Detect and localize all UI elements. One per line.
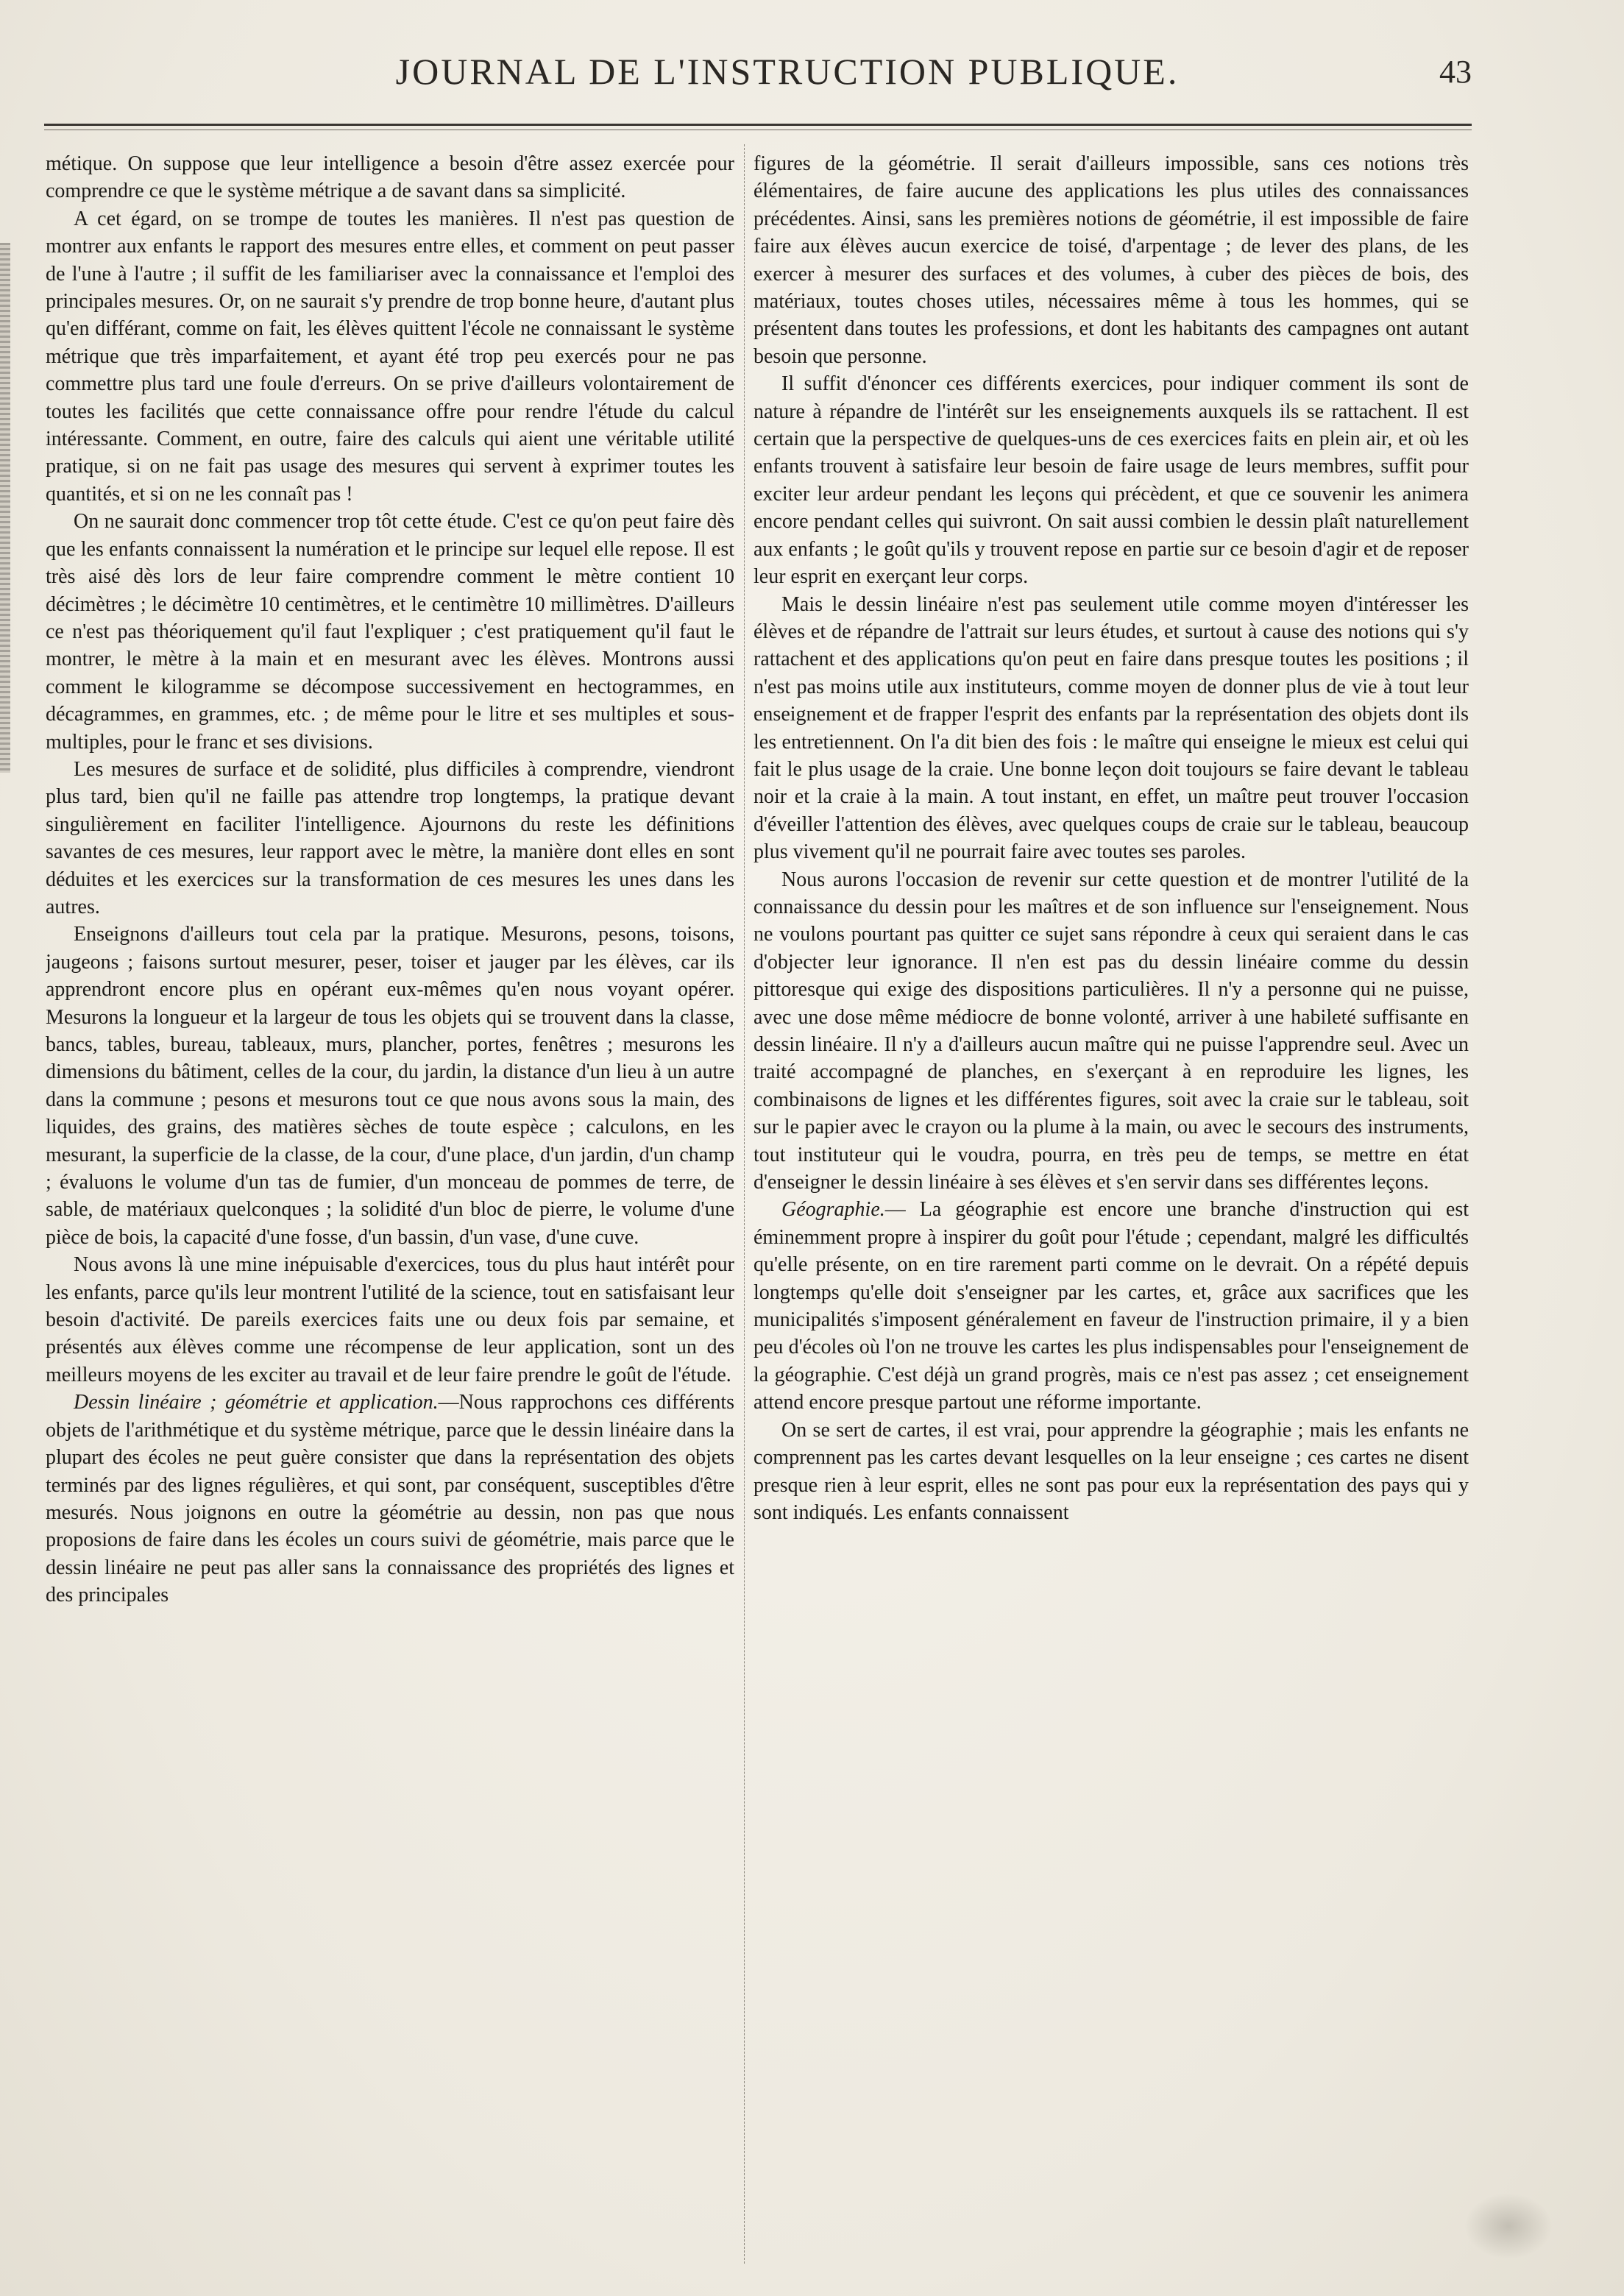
paragraph — [754, 370, 1469, 590]
paragraph — [46, 205, 734, 508]
paragraph-text: — La géographie est encore une branche d'instruction qui est éminemment propre à inspirer du goût pour l'étude ; cependant, malgré les difficultés qu'elle présente, on en tire rarement parti comme on le devrait. On a répété depuis longtemps qu'elle doit s'enseigner par les cartes, et, grâce aux sacrifices que les municipalités s'imposent généralement en faveur de l'instruction primaire, il y a bien peu d'écoles où l'on ne trouve les cartes les plus indispensables pour l'enseignement de la géographie. C'est déjà un grand progrès, mais ce n'est pas assez ; cet enseignement attend encore presque partout une réforme importante. — [754, 1198, 1469, 1414]
left-column — [46, 150, 734, 2270]
column-divider — [744, 144, 745, 2264]
scan-edge-artifact — [0, 243, 10, 773]
paragraph-text: Les mesures de surface et de solidité, plus difficiles à comprendre, viendront plus tard, bien qu'il ne faille pas attendre trop longtemps, la pratique devant singulièrement en faciliter l'intelligence. Ajournons du reste les définitions savantes de ces mesures, leur rapport avec le mètre, la manière dont elles en sont déduites et les exercices sur la transformation de ces mesures les unes dans les autres. — [46, 757, 734, 918]
header-rule — [44, 124, 1472, 126]
scan-smudge-artifact — [1464, 2193, 1553, 2259]
paragraph — [754, 150, 1469, 370]
paragraph-text: figures de la géométrie. Il serait d'ailleurs impossible, sans ces notions très élémentaires, de faire aucune des applications les plus utiles des connaissances précédentes. Ainsi, sans les premières notions de géométrie, il est impossible de faire faire aux élèves aucun exercice de toisé, d'arpentage ; de lever des plans, de les exercer à mesurer des surfaces et des volumes, à cuber des pièces de bois, des matériaux, toutes choses utiles, nécessaires même à tous les hommes, qui se présentent dans toutes les professions, et dont les habitants des campagnes ont autant besoin que personne. — [754, 152, 1469, 368]
paragraph — [754, 591, 1469, 866]
paragraph — [46, 508, 734, 756]
paragraph — [46, 921, 734, 1251]
running-title: JOURNAL DE L'INSTRUCTION PUBLIQUE. — [395, 51, 1180, 92]
paragraph-text: —Nous rapprochons ces différents objets de l'arithmétique et du système métrique, parce que le dessin linéaire dans la plupart des écoles ne peut guère consister que dans la représentation des objets terminés par des lignes régulières, et qui sont, par conséquent, susceptibles d'être mesurés. Nous joignons en outre la géométrie au dessin, non pas que nous proposions de faire dans les écoles un cours suivi de géométrie, mais parce que le dessin linéaire ne peut pas aller sans la connaissance des propriétés des lignes et des principales — [46, 1391, 734, 1607]
paragraph-text: métique. On suppose que leur intelligence a besoin d'être assez exercée pour comprendre ce que le système métrique a de savant dans sa simplicité. — [46, 152, 734, 203]
paragraph-text: Nous avons là une mine inépuisable d'exercices, tous du plus haut intérêt pour les enfants, parce qu'ils leur montrent l'utilité de la science, tout en satisfaisant leur besoin d'activité. De pareils exercices faits une ou deux fois par semaine, et présentés aux élèves comme une récompense de leur application, sont un des meilleurs moyens de les exciter au travail et de leur faire prendre le goût de l'étude. — [46, 1253, 734, 1386]
paragraph — [754, 1417, 1469, 1527]
paragraph — [46, 756, 734, 921]
paragraph — [754, 866, 1469, 1197]
section-heading: Géographie. — [781, 1198, 885, 1222]
paragraph-text: Enseignons d'ailleurs tout cela par la pratique. Mesurons, pesons, toisons, jaugeons ; faisons surtout mesurer, peser, toiser et jauger par les élèves, car ils apprendront encore plus en opérant eux-mêmes qu'en nous voyant opérer. Mesurons la longueur et la largeur de tous les objets qui se trouvent dans la classe, bancs, tables, bureau, tableaux, murs, plancher, portes, fenêtres ; mesurons les dimensions du bâtiment, celles de la cour, du jardin, la distance d'un lieu à un autre dans la commune ; pesons et mesurons tout ce que nous avons sous la main, des liquides, des grains, des matières sèches de toute espèce ; calculons, en les mesurant, la superficie de la classe, de la cour, d'une place, d'un jardin, d'un champ ; évaluons le volume d'un tas de fumier, d'un monceau de pommes de terre, de sable, de matériaux quelconques ; la solidité d'un bloc de pierre, le volume d'une pièce de bois, la capacité d'une fosse, d'un bassin, d'un vase, d'une cuve. — [46, 923, 734, 1249]
paragraph — [46, 150, 734, 205]
paragraph-text: On se sert de cartes, il est vrai, pour apprendre la géographie ; mais les enfants ne comprennent pas les cartes devant lesquelles on la leur enseigne ; ces cartes ne disent presque rien à leur esprit, elles ne sont pas pour eux la représentation des pays qui y sont indiqués. Les enfants connaissent — [754, 1418, 1469, 1524]
paragraph-text: Mais le dessin linéaire n'est pas seulement utile comme moyen d'intéresser les élèves et de répandre de l'attrait sur leurs études, et surtout à cause des notions qui s'y rattachent et des applications qu'on peut en faire dans presque toutes les positions ; il n'est pas moins utile aux instituteurs, comme moyen de donner plus de vie à tout leur enseignement et de frapper l'esprit des enfants par la représentation des objets dont ils les entretiennent. On l'a dit bien des fois : le maître qui enseigne le mieux est celui qui fait le plus usage de la craie. Une bonne leçon doit toujours se faire devant le tableau noir et la craie à la main. A tout instant, en effet, un maître peut trouver l'occasion d'éveiller l'attention des élèves, avec quelques coups de craie sur le tableau, beaucoup plus vivement qu'il ne pourrait faire avec toutes ses paroles. — [754, 592, 1469, 864]
paragraph-text: Nous aurons l'occasion de revenir sur cette question et de montrer l'utilité de la connaissance du dessin pour les maîtres et de son influence sur l'enseignement. Nous ne voulons pourtant pas quitter ce sujet sans répondre à ceux qui seraient dans le cas d'objecter leur ignorance. Il n'en est pas du dessin linéaire comme du dessin pittoresque qui exige des dispositions particulières. Il n'y a personne qui ne puisse, avec une dose même médiocre de bonne volonté, arriver à une habileté suffisante en dessin linéaire. Il n'y a d'ailleurs aucun maître qui ne puisse l'apprendre seul. Avec un traité accompagné de planches, en s'exerçant à en reproduire les lignes, les combinaisons de lignes et les différentes figures, soit avec la craie sur le tableau, soit sur le papier avec le crayon ou la plume à la main, ou avec le secours des instruments, tout instituteur qui le voudra, pourra, en très peu de temps, se mettre en état d'enseigner le dessin linéaire à ses élèves et s'en servir dans ses différentes leçons. — [754, 868, 1469, 1194]
page-number: 43 — [1439, 54, 1472, 90]
paragraph — [754, 1196, 1469, 1416]
paragraph — [46, 1251, 734, 1389]
paragraph-text: On ne saurait donc commencer trop tôt cette étude. C'est ce qu'on peut faire dès que les enfants connaissent la numération et le principe sur lequel elle repose. Il est très aisé dès lors de leur faire comprendre comment le mètre contient 10 décimètres ; le décimètre 10 centimètres, et le centimètre 10 millimètres. D'ailleurs ce n'est pas théoriquement qu'il faut l'expliquer ; c'est pratiquement qu'il faut le montrer, le mètre à la main et en mesurant avec les élèves. Montrons aussi comment le kilogramme se décompose successivement en hectogrammes, en décagrammes, en grammes, etc. ; de même pour le litre et ses multiples et sous-multiples, pour le franc et ses divisions. — [46, 510, 734, 754]
section-heading: Dessin linéaire ; géométrie et application. — [74, 1391, 439, 1414]
paragraph-text: A cet égard, on se trompe de toutes les manières. Il n'est pas question de montrer aux enfants le rapport des mesures entre elles, et comment on peut passer de l'une à l'autre ; il suffit de les familiariser avec la connaissance et l'emploi des principales mesures. Or, on ne saurait s'y prendre de trop bonne heure, d'autant plus qu'en différant, comme on fait, les élèves quittent l'école ne connaissant le système métrique que très imparfaitement, et ayant été trop peu exercés pour ne pas commettre plus tard une foule d'erreurs. On se prive d'ailleurs volontairement de toutes les facilités que cette connaissance offre pour rendre l'étude du calcul intéressante. Comment, en outre, faire des calculs qui aient une véritable utilité pratique, si on ne fait pas usage des mesures qui servent à exprimer toutes les quantités, et si on ne les connaît pas ! — [46, 207, 734, 506]
paragraph — [46, 1389, 734, 1609]
page-header — [0, 50, 1624, 102]
right-column — [754, 150, 1469, 2270]
paragraph-text: Il suffit d'énoncer ces différents exercices, pour indiquer comment ils sont de nature à répandre de l'intérêt sur les enseignements auxquels ils se rattachent. Il est certain que la perspective de quelques-uns de ces exercices faits en plein air, et où les enfants trouvent à satisfaire leur besoin de faire usage de leurs membres, suffit pour exciter leur ardeur pendant les leçons qui précèdent, et que ce souvenir les animera encore pendant celles qui suivront. On sait aussi combien le dessin plaît naturellement aux enfants ; le goût qu'ils y trouvent repose en partie sur ce besoin d'agir et de reposer leur esprit en exerçant leur corps. — [754, 372, 1469, 589]
